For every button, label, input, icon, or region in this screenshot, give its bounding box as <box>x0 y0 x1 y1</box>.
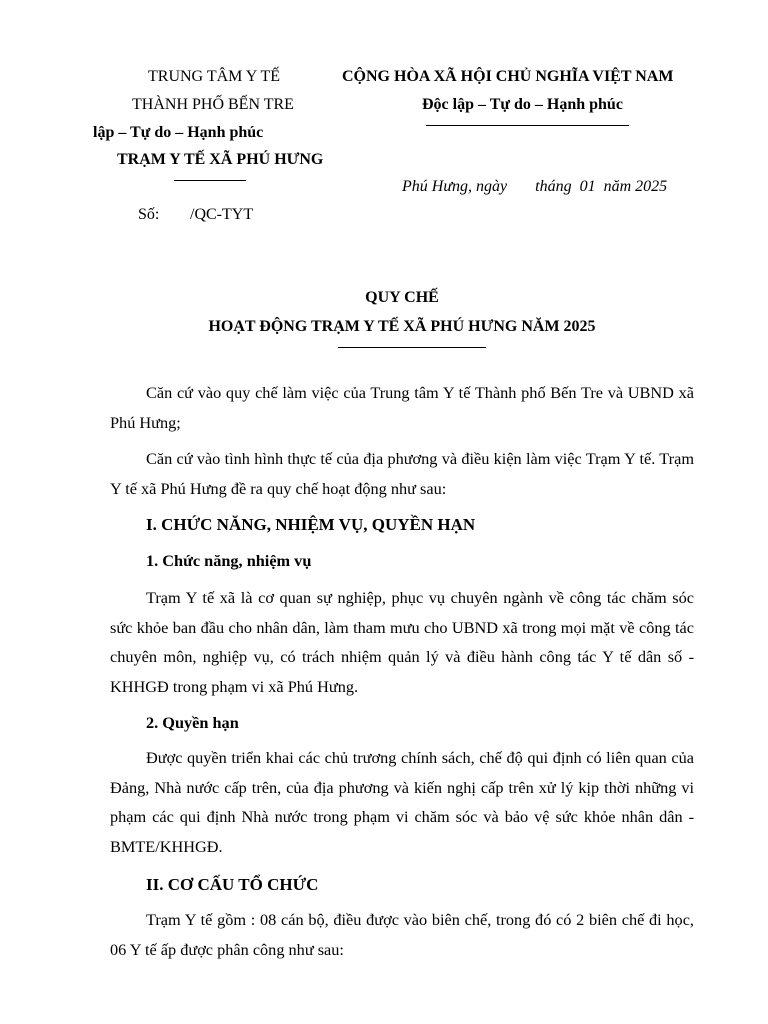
paragraph-legal-basis-1: Căn cứ vào quy chế làm việc của Trung tâm Y tế Thành phố Bến Tre và UBND xã Phú Hưng; <box>110 383 694 432</box>
section-heading-1: I. CHỨC NĂNG, NHIỆM VỤ, QUYỀN HẠN <box>146 515 476 534</box>
stray-motto-fragment: lập – Tự do – Hạnh phúc <box>93 124 264 141</box>
national-motto: Độc lập – Tự do – Hạnh phúc <box>422 96 623 113</box>
document-number-code: /QC-TYT <box>190 206 254 223</box>
paragraph-authority: Được quyền triển khai các chủ trương chính sách, chế độ qui định có liên quan của Đảng, Nhà nước cấp trên, của địa phương và kiến nghị cấp trên xử lý kịp thời những vi phạm các qui định Nhà nước trong phạm vi chăm sóc và bảo vệ sức khỏe nhân dân - BMTE/KHHGĐ. <box>110 748 694 856</box>
agency-parent-city: THÀNH PHỐ BẾN TRE <box>132 96 294 113</box>
paragraph-organization: Trạm Y tế gồm : 08 cán bộ, điều được vào biên chế, trong đó có 2 biên chế đi học, 06 Y tế ấp được phân công như sau: <box>110 910 694 959</box>
agency-underline <box>174 180 246 181</box>
title-underline <box>338 347 486 348</box>
agency-parent-name: TRUNG TÂM Y TẾ <box>148 68 280 85</box>
document-number-label: Số: <box>138 206 160 223</box>
document-title: QUY CHẾ <box>365 289 439 306</box>
motto-underline <box>426 125 629 126</box>
section-heading-2: II. CƠ CẤU TỔ CHỨC <box>146 875 319 894</box>
agency-name: TRẠM Y TẾ XÃ PHÚ HƯNG <box>117 151 324 168</box>
document-subtitle: HOẠT ĐỘNG TRẠM Y TẾ XÃ PHÚ HƯNG NĂM 2025 <box>208 318 596 335</box>
subsection-heading-1: 1. Chức năng, nhiệm vụ <box>146 551 312 570</box>
document-date: Phú Hưng, ngày tháng 01 năm 2025 <box>402 178 668 195</box>
paragraph-legal-basis-2: Căn cứ vào tình hình thực tế của địa phương và điều kiện làm việc Trạm Y tế. Trạm Y tế xã Phú Hưng đề ra quy chế hoạt động như sau: <box>110 449 694 498</box>
subsection-heading-2: 2. Quyền hạn <box>146 713 239 732</box>
national-title: CỘNG HÒA XÃ HỘI CHỦ NGHĨA VIỆT NAM <box>342 68 674 85</box>
paragraph-functions: Trạm Y tế xã là cơ quan sự nghiệp, phục vụ chuyên ngành về công tác chăm sóc sức khỏe ban đầu cho nhân dân, làm tham mưu cho UBND xã trong mọi mặt về công tác chuyên môn, nghiệp vụ, có trách nhiệm quản lý và điều hành công tác Y tế dân số - KHHGĐ trong phạm vi xã Phú Hưng. <box>110 588 694 696</box>
